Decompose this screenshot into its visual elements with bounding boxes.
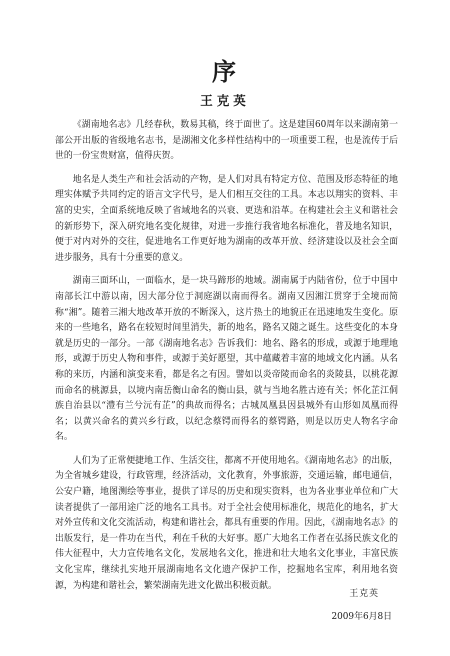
preface-body bbox=[55, 118, 398, 602]
paragraph: 湖南三面环山，一面临水，是一块马蹄形的地域。湖南属于内陆省份，位于中国中南部长江中游以南，因大部分位于洞庭湖以南而得名。湖南又因湘江贯穿于全境而简称“湘”。随着三湘大地改革开放的不断深入，这片热土的地貌正在迅速地发生变化。原来的一些地名，路名在较短时间里消失，新的地名，路名又随之诞生。这些变化的本身就是历史的一部分。一部《湖南地名志》告诉我们：地名、路名的形成，或源于地理地形，或源于历史人物和事件，或源于美好愿望，其中蕴藏着丰富的地域文化内涵。从名称的来历，内涵和演变来看，都是名之有因。譬如以炎帝陵而命名的炎陵县，以桃花源而命名的桃源县，以境内南岳衡山命名的衡山县，就与当地名胜古迹有关；怀化芷江侗族自治县以“澧有兰兮沅有芷”的典故而得名；古城凤凰县因县城外有山形如凤凰而得名；以黄兴命名的黄兴乡行政，以纪念蔡锷而得名的蔡锷路，则是以历史人物名字命名。 bbox=[55, 276, 398, 443]
paragraph: 人们为了正常便捷地工作、生活交往，都离不开使用地名。《湖南地名志》的出版，为全省城乡建设，行政管理，经济活动，文化教育，外事旅游，交通运输，邮电通信，公安户籍，地图测绘等事业，提供了详尽的历史和现实资料，也为各业事业单位和广大读者提供了一部用途广泛的地名工具书。对于全社会使用标准化，规范化的地名，扩大对外宣传和文化交流活动，构建和谐社会，都具有重要的作用。因此，《湖南地名志》的出版发行，是一件功在当代，利在千秋的大好事。愿广大地名工作者在弘扬民族文化的伟大征程中，大力宣传地名文化，发展地名文化，推进和壮大地名文化事业，丰富民族文化宝库，继续扎实地开展湖南地名文化遗产保护工作，挖掘地名宝库，利用地名资源，为构建和谐社会，繁荣湖南先进文化做出积极贡献。 bbox=[55, 455, 398, 591]
paragraph: 地名是人类生产和社会活动的产物，是人们对具有特定方位、范围及形态特征的地理实体赋予共同约定的语言文字代号，是人们相互交往的工具。本志以翔实的资料、丰富的史实，全面系统地反映了省域地名的兴衰、更迭和沿革。在构建社会主义和谐社会的新形势下，深入研究地名变化规律，对进一步推行我省地名标准化，普及地名知识，便于对内对外的交往，促进地名工作更好地为湖南的改革开放、经济建设以及社会全面进步服务，具有十分重要的意义。 bbox=[55, 174, 398, 263]
signature-name: 王克英 bbox=[349, 589, 379, 599]
signature-date: 2009年6月8日 bbox=[331, 612, 392, 622]
author-name: 王克英 bbox=[200, 93, 250, 108]
page-title: 序 bbox=[212, 57, 238, 86]
paragraph: 《湖南地名志》几经春秋，数易其稿，终于面世了。这是建国60周年以来湖南第一部公开出版的省级地名志书，是湖湘文化多样性结构中的一项重要工程，也是流传于后世的一份宝贵财富，值得庆贺。 bbox=[55, 120, 398, 162]
